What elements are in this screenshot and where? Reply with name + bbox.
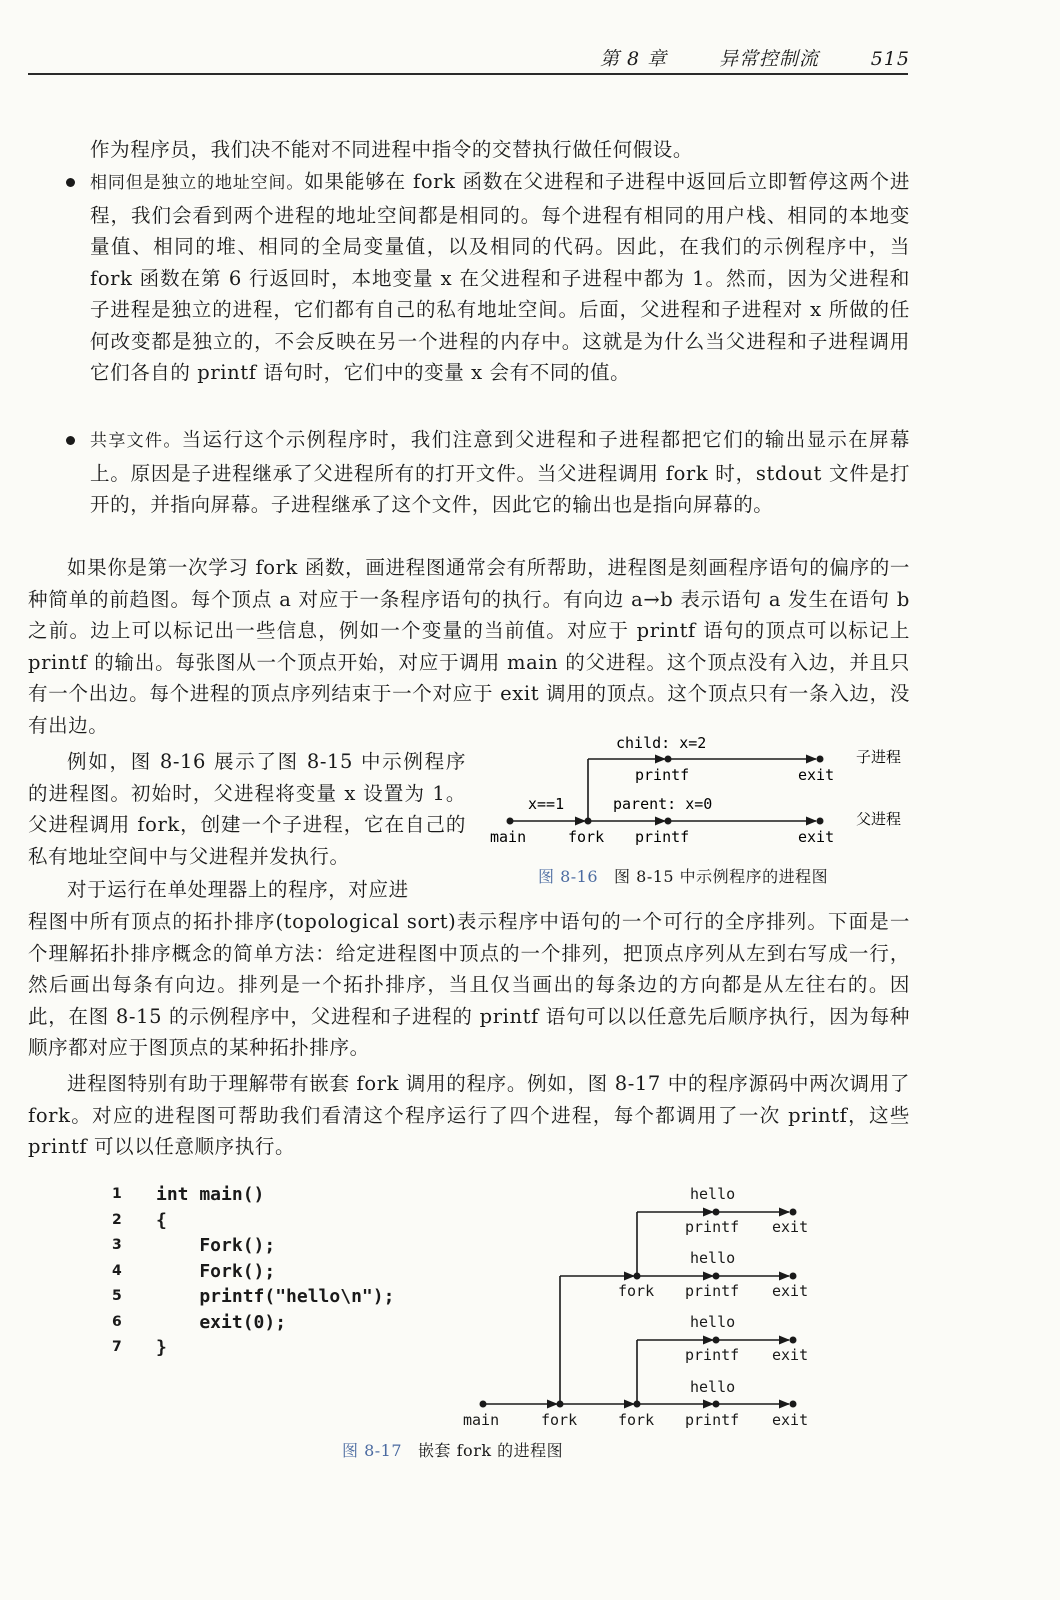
label-exit: exit — [772, 1282, 809, 1300]
label-exit: exit — [772, 1346, 809, 1364]
code-text: Fork(); — [156, 1235, 276, 1256]
code-text: int main() — [156, 1184, 265, 1205]
bullet-item-address-space — [90, 166, 910, 389]
line-number: 6 — [112, 1313, 122, 1330]
label-hello: hello — [690, 1185, 736, 1203]
bullet-text: 如果能够在 fork 函数在父进程和子进程中返回后立即暂停这两个进程，我们会看到两个进程的地址空间都是相同的。每个进程有相同的用户栈、相同的本地变量值、相同的堆、相同的全局变量值，以及相同的代码。因此，在我们的示例程序中，当 fork 函数在第 6 行返回时，本地变量 x 在父进程和子进程中都为 1。然而，因为父进程和子进程是独立的进程，它们都有自己的私有地址空间。后面，父进程和子进程对 x 所做的任何改变都是独立的，不会反映在另一个进程的内存中。这就是为什么当父进程和子进程调用它们各自的 printf 语句时，它们中的变量 x 会有不同的值。 — [90, 170, 910, 384]
label-main: main — [490, 828, 527, 846]
label-main: main — [463, 1411, 500, 1429]
line-number: 2 — [112, 1211, 122, 1228]
figure-8-16-caption — [538, 864, 828, 887]
code-text: } — [156, 1337, 167, 1358]
code-line — [112, 1284, 394, 1310]
code-text: Fork(); — [156, 1260, 276, 1282]
vertex-exit-4 — [790, 1401, 797, 1408]
label-fork: fork — [618, 1411, 655, 1429]
code-text: exit(0); — [156, 1311, 287, 1333]
vertex-fork — [585, 818, 592, 825]
vertex-parent-printf — [665, 818, 672, 825]
paragraph-nested-fork: 进程图特别有助于理解带有嵌套 fork 调用的程序。例如，图 8-17 中的程序源码中两次调用了 fork。对应的进程图可帮助我们看清这个程序运行了四个进程，每个都调用了一次 printf，这些 printf 可以以任意顺序执行。 — [28, 1072, 910, 1158]
bullet-paragraph — [90, 166, 910, 389]
label-fork: fork — [541, 1411, 578, 1429]
paragraph-topological-sort: 程图中所有顶点的拓扑排序(topological sort)表示程序中语句的一个可行的全序排列。下面是一个理解拓扑排序概念的简单方法：给定进程图中顶点的一个排列，把顶点序列从左到右写成一行，然后画出每条有向边。排列是一个拓扑排序，当且仅当画出的每条边的方向都是从左往右的。因此，在图 8-15 的示例程序中，父进程和子进程的 printf 语句可以以任意先后顺序执行，因为每种顺序都对应于图顶点的某种拓扑排序。 — [28, 910, 910, 1059]
code-text: { — [156, 1209, 167, 1231]
label-x-init: x==1 — [528, 795, 565, 813]
figure-number: 图 8-17 — [342, 1441, 403, 1460]
vertex-printf-2 — [713, 1273, 720, 1280]
figure-number: 图 8-16 — [538, 867, 599, 886]
label-printf: printf — [685, 1282, 740, 1300]
line-number: 5 — [112, 1288, 122, 1304]
bullet-term: 相同但是独立的地址空间。 — [90, 173, 305, 193]
label-parent-printf: printf — [635, 828, 690, 846]
label-printf: printf — [685, 1346, 740, 1364]
vertex-parent-exit — [817, 818, 824, 825]
code-line — [112, 1182, 394, 1208]
label-hello: hello — [690, 1378, 736, 1396]
label-printf: printf — [685, 1218, 740, 1236]
vertex-printf-3 — [713, 1337, 720, 1344]
code-listing — [112, 1182, 394, 1361]
code-line — [112, 1310, 394, 1336]
intro-line: 作为程序员，我们决不能对不同进程中指令的交替执行做任何假设。 — [90, 138, 694, 161]
vertex-main — [507, 818, 514, 825]
label-child-exit: exit — [798, 766, 835, 784]
vertex-main — [480, 1401, 487, 1408]
code-line — [112, 1335, 394, 1361]
line-number: 4 — [112, 1262, 122, 1279]
figure-caption-text: 图 8-15 中示例程序的进程图 — [614, 867, 829, 886]
figure-8-17-graph — [455, 1178, 845, 1434]
line-number: 7 — [112, 1339, 122, 1355]
bullet-icon — [66, 178, 75, 187]
label-child-edge: child: x=2 — [616, 734, 707, 752]
label-exit: exit — [772, 1411, 809, 1429]
vertex-printf-4 — [713, 1401, 720, 1408]
vertex-exit-2 — [790, 1273, 797, 1280]
label-hello: hello — [690, 1249, 736, 1267]
paragraph-topo-start: 对于运行在单处理器上的程序，对应进 — [67, 878, 409, 901]
figure-caption-text: 嵌套 fork 的进程图 — [418, 1441, 564, 1460]
label-hello: hello — [690, 1313, 736, 1331]
code-line — [112, 1259, 394, 1285]
label-parent-edge: parent: x=0 — [613, 795, 713, 813]
vertex-printf-1 — [713, 1209, 720, 1216]
bullet-term: 共享文件。 — [90, 431, 182, 451]
label-fork: fork — [618, 1282, 655, 1300]
paragraph-example: 例如，图 8-16 展示了图 8-15 中示例程序的进程图。初始时，父进程将变量 x 设置为 1。父进程调用 fork，创建一个子进程，它在自己的私有地址空间中与父进程并发执行。 — [28, 750, 466, 868]
label-exit: exit — [772, 1218, 809, 1236]
label-parent-exit: exit — [798, 828, 835, 846]
figure-8-17-caption — [342, 1438, 563, 1461]
vertex-fork2-parent — [634, 1401, 641, 1408]
vertex-exit-3 — [790, 1337, 797, 1344]
header-rule — [28, 73, 908, 75]
chapter-number: 第 8 章 — [600, 48, 668, 70]
bullet-icon — [66, 436, 75, 445]
bullet-text: 当运行这个示例程序时，我们注意到父进程和子进程都把它们的输出显示在屏幕上。原因是子进程继承了父进程所有的打开文件。当父进程调用 fork 时，stdout 文件是打开的，并指向屏幕。子进程继承了这个文件，因此它的输出也是指向屏幕的。 — [90, 428, 910, 516]
line-number: 1 — [112, 1186, 122, 1202]
code-line — [112, 1233, 394, 1259]
vertex-fork1 — [557, 1401, 564, 1408]
vertex-child-exit — [817, 756, 824, 763]
bullet-item-shared-files — [90, 424, 910, 521]
chapter-title: 异常控制流 — [718, 48, 819, 70]
label-child-printf: printf — [635, 766, 690, 784]
figure-8-16-graph — [480, 724, 920, 854]
code-line — [112, 1208, 394, 1234]
line-number: 3 — [112, 1237, 122, 1253]
label-printf: printf — [685, 1411, 740, 1429]
vertex-child-printf — [665, 756, 672, 763]
vertex-fork2-child — [634, 1273, 641, 1280]
label-parent-process: 父进程 — [856, 810, 902, 828]
label-fork: fork — [568, 828, 605, 846]
page-number: 515 — [870, 48, 910, 70]
label-child-process: 子进程 — [856, 748, 902, 766]
vertex-exit-1 — [790, 1209, 797, 1216]
code-text: printf("hello\n"); — [156, 1286, 395, 1307]
paragraph-process-graph: 如果你是第一次学习 fork 函数，画进程图通常会有所帮助，进程图是刻画程序语句的偏序的一种简单的前趋图。每个顶点 a 对应于一条程序语句的执行。有向边 a→b 表示语句 a 发生在语句 b 之前。边上可以标记出一些信息，例如一个变量的当前值。对应于 printf 语句的顶点可以标记上 printf 的输出。每张图从一个顶点开始，对应于调用 main 的父进程。这个顶点没有入边，并且只有一个出边。每个进程的顶点序列结束于一个对应于 exit 调用的顶点。这个顶点只有一条入边，没有出边。 — [28, 556, 910, 737]
bullet-paragraph — [90, 424, 910, 521]
running-head — [600, 44, 910, 71]
